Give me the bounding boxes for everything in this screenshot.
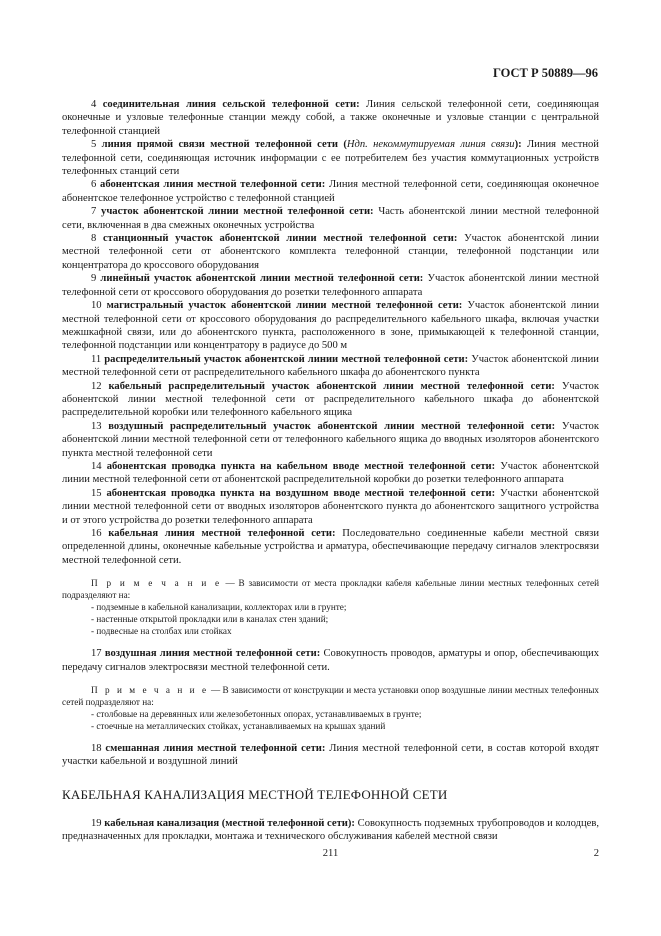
term-name: смешанная линия местной телефонной сети: (105, 743, 326, 755)
note-text: — В зависимости от места прокладки кабеля кабельные линии местных телефонных сетей подразделяют на: (62, 578, 599, 601)
term-name-close: ): (514, 139, 522, 151)
term-definition: Участок абонентской линии местной телефонной сети от телефонного кабельного ящика до вводных изоляторов абонентского пункта местной телефонной сети (62, 420, 599, 459)
note-label: П р и м е ч а н и е (91, 685, 209, 696)
term-entry-17: 17 воздушная линия местной телефонной сети: Совокупность проводов, арматуры и опор, обеспечивающих передачу сигналов электросвязи местной телефонной сети. (62, 648, 599, 673)
term-name: кабельный распределительный участок абонентской линии местной телефонной сети: (108, 380, 555, 392)
term-definition: Линия сельской телефонной сети, соединяющая оконечные и узловые телефонные станции между собой, а также оконечные и узловые станции с центральной телефонной станцией (62, 99, 600, 137)
term-entry-15: 15 абонентская проводка пункта на воздушном вводе местной телефонной сети: Участки абонентской линии местной телефонной сети от вводных изоляторов абонентского пункта до абонентского защитного устройства и от этого устройства до розетки телефонного аппарата (62, 487, 600, 526)
term-entry-14: 14 абонентская проводка пункта на кабельном вводе местной телефонной сети: Участок абонентской линии местной телефонной сети от абонентской распределительной коробки до розетки телефонного аппарата (62, 460, 599, 486)
term-definition: Участок абонентской линии местной телефонной сети от абонентской распределительной коробки до розетки телефонного аппарата (62, 460, 599, 486)
term-definition: Участки абонентской линии местной телефонной сети от вводных изоляторов абонентского пункта до абонентского защитного устройства и от этого устройства до розетки телефонного аппарата (62, 487, 600, 526)
term-name: кабельная канализация (местной телефонной сети): (104, 817, 355, 829)
note-bullet: - стоечные на металлических стойках, устанавливаемых на крышах зданий (91, 721, 386, 732)
term-note-italic: Ндп. некоммутируемая линия связи (346, 139, 515, 151)
term-definition: Участок абонентской линии местной телефонной сети от кроссового оборудования до розетки телефонного аппарата (62, 273, 599, 298)
term-entry-11: 11 распределительный участок абонентской линии местной телефонной сети: Участок абонентской линии местной телефонной сети от распределительного кабельного шкафа до абонентского пункта (62, 353, 599, 379)
term-name: линия прямой связи местной телефонной сети ( (101, 139, 347, 151)
term-name: магистральный участок абонентской линии местной телефонной сети: (106, 300, 463, 312)
page-number-local: 2 (593, 848, 599, 859)
term-list (62, 98, 599, 567)
term-definition: Совокупность проводов, арматуры и опор, обеспечивающих передачу сигналов электросвязи местной телефонной сети. (62, 648, 599, 673)
term-name: абонентская проводка пункта на кабельном вводе местной телефонной сети: (106, 460, 496, 472)
term-definition: Часть абонентской линии местной телефонной сети, включенная в два смежных оконечных устройства (62, 206, 599, 231)
term-entry-6: 6 абонентская линия местной телефонной сети: Линия местной телефонной сети, соединяющая оконечное абонентское телефонное устройство с телефонной станцией (62, 179, 599, 204)
term-name: распределительный участок абонентской линии местной телефонной сети: (104, 353, 469, 365)
term-entry-12: 12 кабельный распределительный участок абонентской линии местной телефонной сети: Участок абонентской линии местной телефонной сети от распределительного кабельного шкафа до абонентской распределительной коробки или телефонного кабельного ящика (62, 380, 599, 419)
page-number-total: 211 (322, 848, 339, 859)
term-entry-9: 9 линейный участок абонентской линии местной телефонной сети: Участок абонентской линии местной телефонной сети от кроссового оборудования до розетки телефонного аппарата (62, 273, 599, 298)
term-entry-10: 10 магистральный участок абонентской линии местной телефонной сети: Участок абонентской линии местной телефонной сети от кроссового оборудования до распределительного кабельного шкафа, включая участки межшкафной связи, или до абонентского пункта, расположенного в зоне, примыкающей к телефонной станции, телефонной подстанции или концентратору в радиусе до 500 м (62, 300, 600, 352)
term-entry-8: 8 станционный участок абонентской линии местной телефонной сети: Участок абонентской линии местной телефонной сети от абонентского комплекта телефонной станции, телефонной подстанции или концентратора до кроссового оборудования (62, 233, 599, 271)
term-definition: Совокупность подземных трубопроводов и колодцев, предназначенных для прокладки, монтажа и технического обслуживания кабелей местной связи (62, 817, 599, 843)
note-text: — В зависимости от конструкции и места установки опор воздушные линии местных телефонных сетей подразделяют на: (62, 685, 600, 708)
note-cable-lines (62, 577, 599, 601)
term-name: воздушная линия местной телефонной сети: (104, 648, 321, 660)
note-overhead-lines (62, 684, 599, 708)
term-name: абонентская линия местной телефонной сети: (100, 179, 326, 191)
section-heading: КАБЕЛЬНАЯ КАНАЛИЗАЦИЯ МЕСТНОЙ ТЕЛЕФОННОЙ СЕТИ (62, 786, 448, 802)
term-entry-4: 4 соединительная линия сельской телефонной сети: Линия сельской телефонной сети, соединяющая оконечные и узловые телефонные станции между собой, а также оконечные и узловые станции с центральной телефонной станцией (62, 99, 600, 137)
term-entry-19: 19 кабельная канализация (местной телефонной сети): Совокупность подземных трубопроводов и колодцев, предназначенных для прокладки, монтажа и технического обслуживания кабелей местной связи (62, 817, 599, 843)
term-entry-7: 7 участок абонентской линии местной телефонной сети: Часть абонентской линии местной телефонной сети, включенная в два смежных оконечных устройства (62, 206, 599, 231)
document-body (62, 98, 599, 844)
term-definition: Линия местной телефонной сети, соединяющая источник информации с ее потребителем без участия коммутационных устройств телефонных станций сети (62, 139, 599, 178)
term-name: кабельная линия местной телефонной сети: (108, 528, 336, 539)
note-label: П р и м е ч а н и е (91, 578, 222, 589)
note-bullet: - настенные открытой прокладки или в каналах стен зданий; (91, 614, 329, 625)
term-entry-13: 13 воздушный распределительный участок абонентской линии местной телефонной сети: Участок абонентской линии местной телефонной сети от телефонного кабельного ящика до вводных изоляторов абонентского пункта местной телефонной сети (62, 420, 599, 459)
document-code-header: ГОСТ Р 50889—96 (492, 66, 598, 80)
note-bullet: - столбовые на деревянных или железобетонных опорах, устанавливаемых в грунте; (91, 709, 422, 720)
term-entry-18: 18 смешанная линия местной телефонной сети: Линия местной телефонной сети, в состав которой входят участки кабельной и воздушной линий (62, 743, 600, 768)
term-name: участок абонентской линии местной телефонной сети: (101, 206, 374, 218)
term-definition: Линия местной телефонной сети, в состав которой входят участки кабельной и воздушной линий (62, 743, 600, 768)
term-definition: Последовательно соединенные кабели местной связи определенной длины, оконечные кабельные устройства и арматура, обеспечивающие передачу сигналов электросвязи местной телефонной сети. (62, 528, 600, 566)
term-name: воздушный распределительный участок абонентской линии местной телефонной сети: (108, 420, 556, 432)
note-bullet: - подземные в кабельной канализации, коллекторах или в грунте; (91, 602, 347, 613)
term-name: линейный участок абонентской линии местной телефонной сети: (100, 273, 424, 285)
term-name: соединительная линия сельской телефонной сети: (102, 99, 360, 110)
term-entry-5: 5 линия прямой связи местной телефонной сети (Ндп. некоммутируемая линия связи): Линия местной телефонной сети, соединяющая источник информации с ее потребителем без участия коммутационных устройств телефонных станций сети (62, 139, 599, 178)
note-bullet: - подвесные на столбах или стойках (91, 626, 232, 637)
term-definition: Участок абонентской линии местной телефонной сети от распределительного кабельного шкафа до абонентской распределительной коробки или телефонного кабельного ящика (62, 380, 599, 419)
term-definition: Участок абонентской линии местной телефонной сети от абонентского комплекта телефонной станции, телефонной подстанции или концентратора до кроссового оборудования (62, 233, 599, 271)
term-definition: Участок абонентской линии местной телефонной сети от кроссового оборудования до распределительного кабельного шкафа, включая участки межшкафной связи, или до абонентского пункта, расположенного в зоне, примыкающей к телефонной станции, телефонной подстанции или концентратору в радиусе до 500 м (62, 300, 600, 352)
term-name: станционный участок абонентской линии местной телефонной сети: (102, 233, 458, 245)
term-definition: Участок абонентской линии местной телефонной сети от распределительного кабельного шкафа до абонентского пункта (62, 353, 599, 379)
term-definition: Линия местной телефонной сети, соединяющая оконечное абонентское телефонное устройство с телефонной станцией (62, 179, 599, 204)
term-entry-16: 16 кабельная линия местной телефонной сети: Последовательно соединенные кабели местной связи определенной длины, оконечные кабельные устройства и арматура, обеспечивающие передачу сигналов электросвязи местной телефонной сети. (62, 528, 600, 566)
term-name: абонентская проводка пункта на воздушном вводе местной телефонной сети: (106, 487, 496, 499)
